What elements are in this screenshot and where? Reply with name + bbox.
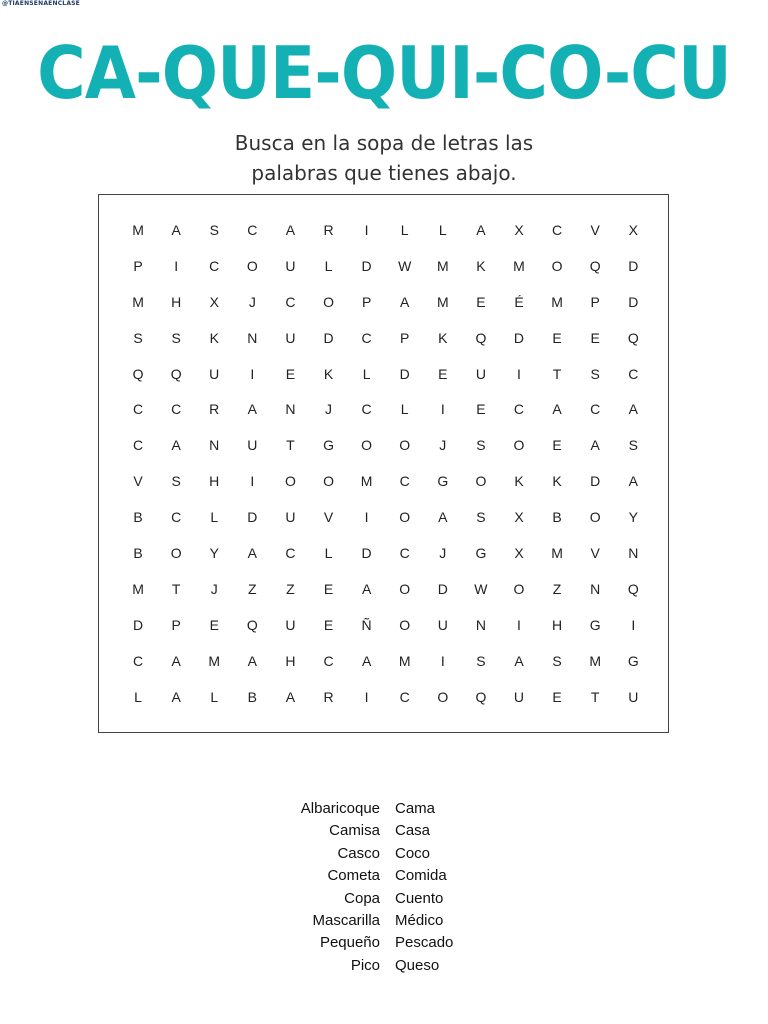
- grid-letter[interactable]: N: [628, 544, 639, 561]
- grid-letter[interactable]: D: [437, 580, 448, 597]
- grid-letter[interactable]: E: [285, 365, 296, 382]
- grid-letter[interactable]: Q: [475, 329, 487, 346]
- grid-letter[interactable]: Q: [627, 580, 639, 597]
- grid-letter[interactable]: K: [323, 365, 334, 382]
- grid-letter[interactable]: V: [590, 221, 600, 238]
- grid-letter[interactable]: S: [171, 329, 181, 346]
- grid-letter[interactable]: R: [323, 688, 334, 705]
- grid-letter[interactable]: M: [436, 257, 449, 274]
- word-search-box: [98, 194, 669, 733]
- instructions: [0, 128, 768, 188]
- word-list-item: Mascarilla: [312, 911, 380, 929]
- grid-letter[interactable]: S: [476, 437, 486, 454]
- grid-letter[interactable]: A: [361, 580, 372, 597]
- grid-letter[interactable]: D: [323, 329, 334, 346]
- grid-letter[interactable]: J: [439, 437, 447, 454]
- grid-letter[interactable]: O: [361, 437, 373, 454]
- grid-letter[interactable]: I: [364, 688, 369, 705]
- word-list-item: Casco: [337, 844, 380, 862]
- grid-letter[interactable]: J: [439, 544, 447, 561]
- grid-letter[interactable]: C: [513, 401, 525, 418]
- grid-letter[interactable]: I: [250, 365, 255, 382]
- grid-letter[interactable]: H: [209, 473, 220, 490]
- grid-letter[interactable]: I: [364, 509, 369, 526]
- grid-letter[interactable]: S: [133, 329, 143, 346]
- word-list-item: Coco: [395, 844, 431, 862]
- grid-letter[interactable]: A: [247, 652, 257, 669]
- grid-letter[interactable]: A: [285, 221, 296, 238]
- grid-letter[interactable]: O: [475, 473, 487, 490]
- grid-letter[interactable]: M: [551, 544, 563, 561]
- grid-letter[interactable]: E: [323, 616, 334, 633]
- grid-letter[interactable]: T: [286, 437, 295, 454]
- grid-letter[interactable]: X: [209, 293, 219, 310]
- grid-letter[interactable]: G: [437, 473, 449, 490]
- grid-letter[interactable]: B: [552, 509, 562, 526]
- grid-letter[interactable]: L: [210, 509, 219, 526]
- grid-letter[interactable]: C: [552, 221, 563, 238]
- grid-letter[interactable]: O: [513, 437, 525, 454]
- grid-letter[interactable]: N: [209, 437, 220, 454]
- grid-letter[interactable]: I: [250, 473, 255, 490]
- grid-letter[interactable]: J: [248, 293, 256, 310]
- word-list-item: Albaricoque: [300, 800, 380, 817]
- grid-letter[interactable]: Q: [132, 365, 144, 382]
- grid-letter[interactable]: P: [361, 293, 372, 310]
- grid-letter[interactable]: U: [437, 616, 448, 633]
- grid-letter[interactable]: O: [551, 257, 563, 274]
- grid-letter[interactable]: A: [247, 401, 257, 418]
- grid-letter[interactable]: E: [476, 401, 486, 418]
- word-list-left-column: [240, 798, 380, 977]
- grid-letter[interactable]: K: [438, 329, 448, 346]
- grid-letter[interactable]: C: [323, 652, 334, 669]
- grid-letter[interactable]: T: [590, 688, 600, 705]
- grid-letter[interactable]: U: [285, 257, 296, 274]
- grid-letter[interactable]: U: [475, 365, 486, 382]
- grid-letter[interactable]: A: [171, 221, 181, 238]
- grid-letter[interactable]: C: [361, 401, 372, 418]
- grid-letter[interactable]: D: [399, 365, 410, 382]
- grid-letter[interactable]: A: [171, 688, 181, 705]
- grid-letter[interactable]: O: [399, 437, 411, 454]
- grid-letter[interactable]: L: [400, 221, 409, 238]
- word-list-item: Pico: [350, 956, 380, 974]
- grid-letter[interactable]: C: [209, 257, 220, 274]
- grid-letter[interactable]: A: [476, 221, 486, 238]
- grid-letter[interactable]: O: [513, 580, 525, 597]
- grid-letter[interactable]: O: [284, 473, 296, 490]
- grid-letter[interactable]: G: [475, 544, 487, 561]
- grid-letter[interactable]: P: [400, 329, 410, 346]
- word-list-item: Comida: [395, 867, 447, 885]
- grid-letter[interactable]: I: [517, 365, 521, 382]
- grid-letter[interactable]: A: [285, 688, 296, 705]
- grid-letter[interactable]: O: [399, 580, 411, 597]
- grid-letter[interactable]: A: [628, 473, 638, 490]
- grid-letter[interactable]: Ñ: [361, 616, 372, 633]
- grid-letter[interactable]: J: [325, 401, 333, 418]
- grid-letter[interactable]: U: [285, 329, 296, 346]
- grid-letter[interactable]: Q: [627, 329, 639, 346]
- grid-letter[interactable]: B: [133, 509, 143, 526]
- grid-letter[interactable]: P: [590, 293, 600, 310]
- word-list-item: Copa: [344, 889, 380, 907]
- grid-letter[interactable]: M: [551, 293, 563, 310]
- instructions-line-2: palabras que tienes abajo.: [251, 161, 517, 185]
- grid-letter[interactable]: A: [361, 652, 372, 669]
- grid-letter[interactable]: A: [628, 401, 638, 418]
- grid-letter[interactable]: I: [364, 221, 369, 238]
- grid-letter[interactable]: K: [209, 329, 219, 346]
- grid-letter[interactable]: Z: [286, 580, 295, 597]
- grid-letter[interactable]: Q: [246, 616, 258, 633]
- word-list-item: Pescado: [395, 934, 454, 952]
- grid-letter[interactable]: M: [132, 580, 144, 597]
- grid-letter[interactable]: T: [552, 365, 562, 382]
- grid-letter[interactable]: E: [552, 437, 562, 454]
- grid-letter[interactable]: L: [400, 401, 409, 418]
- grid-letter[interactable]: L: [210, 688, 219, 705]
- grid-letter[interactable]: G: [627, 652, 639, 669]
- word-search-grid: [119, 212, 652, 714]
- grid-letter[interactable]: M: [132, 293, 144, 310]
- grid-letter[interactable]: K: [476, 257, 486, 274]
- grid-letter[interactable]: S: [476, 652, 486, 669]
- grid-letter[interactable]: V: [133, 473, 143, 490]
- grid-letter[interactable]: C: [590, 401, 601, 418]
- grid-letter[interactable]: M: [208, 652, 221, 669]
- grid-letter[interactable]: Q: [589, 257, 601, 274]
- grid-letter[interactable]: C: [628, 365, 639, 382]
- grid-letter[interactable]: E: [476, 293, 486, 310]
- grid-letter[interactable]: M: [132, 221, 144, 238]
- grid-letter[interactable]: C: [171, 401, 182, 418]
- grid-letter[interactable]: P: [171, 616, 181, 633]
- grid-letter[interactable]: H: [171, 293, 182, 310]
- grid-letter[interactable]: S: [171, 473, 181, 490]
- grid-letter[interactable]: U: [285, 509, 296, 526]
- grid-letter[interactable]: E: [590, 329, 600, 346]
- grid-letter[interactable]: C: [132, 401, 144, 418]
- instructions-line-1: Busca en la sopa de letras las: [234, 131, 534, 155]
- grid-letter[interactable]: X: [514, 509, 524, 526]
- grid-letter[interactable]: N: [285, 401, 296, 418]
- grid-letter[interactable]: O: [246, 257, 258, 274]
- grid-letter[interactable]: I: [631, 616, 636, 633]
- grid-letter[interactable]: A: [552, 401, 562, 418]
- grid-letter[interactable]: D: [361, 544, 372, 561]
- grid-letter[interactable]: E: [209, 616, 219, 633]
- grid-letter[interactable]: L: [362, 365, 371, 382]
- grid-letter[interactable]: C: [247, 221, 258, 238]
- grid-letter[interactable]: L: [134, 688, 142, 705]
- grid-letter[interactable]: C: [171, 509, 182, 526]
- grid-letter[interactable]: K: [552, 473, 562, 490]
- grid-letter[interactable]: M: [589, 652, 601, 669]
- word-list-item: Queso: [395, 956, 440, 974]
- grid-letter[interactable]: Y: [628, 509, 638, 526]
- grid-letter[interactable]: I: [517, 616, 521, 633]
- word-list-item: Cama: [395, 800, 436, 817]
- word-list-item: Casa: [395, 822, 431, 840]
- grid-letter[interactable]: Q: [475, 688, 487, 705]
- grid-letter[interactable]: O: [399, 616, 411, 633]
- grid-letter[interactable]: S: [552, 652, 562, 669]
- grid-letter[interactable]: D: [590, 473, 601, 490]
- grid-letter[interactable]: C: [285, 293, 296, 310]
- grid-letter[interactable]: M: [436, 293, 449, 310]
- watermark: @TIAENSEÑAENCLASE: [2, 0, 80, 7]
- grid-letter[interactable]: D: [361, 257, 372, 274]
- grid-letter[interactable]: W: [474, 580, 488, 597]
- grid-letter[interactable]: S: [476, 509, 486, 526]
- word-list-item: Médico: [395, 911, 444, 929]
- grid-letter[interactable]: É: [514, 293, 524, 310]
- grid-letter[interactable]: H: [285, 652, 296, 669]
- grid-letter[interactable]: A: [400, 293, 410, 310]
- grid-letter[interactable]: G: [589, 616, 601, 633]
- grid-letter[interactable]: E: [323, 580, 334, 597]
- grid-letter[interactable]: C: [285, 544, 296, 561]
- grid-letter[interactable]: Y: [209, 544, 219, 561]
- grid-letter[interactable]: M: [360, 473, 373, 490]
- grid-letter[interactable]: L: [438, 221, 447, 238]
- grid-letter[interactable]: W: [398, 257, 412, 274]
- grid-letter[interactable]: Z: [552, 580, 562, 597]
- grid-letter[interactable]: E: [438, 365, 448, 382]
- grid-letter[interactable]: I: [440, 401, 445, 418]
- grid-letter[interactable]: C: [132, 652, 144, 669]
- grid-letter[interactable]: V: [590, 544, 600, 561]
- grid-letter[interactable]: B: [133, 544, 143, 561]
- grid-letter[interactable]: N: [475, 616, 486, 633]
- word-list-item: Pequeño: [319, 934, 380, 952]
- grid-letter[interactable]: J: [210, 580, 218, 597]
- word-list-item: Cometa: [327, 867, 380, 885]
- grid-letter[interactable]: X: [514, 544, 524, 561]
- grid-letter[interactable]: N: [590, 580, 601, 597]
- grid-letter[interactable]: D: [513, 329, 525, 346]
- grid-letter[interactable]: T: [171, 580, 181, 597]
- grid-letter[interactable]: U: [209, 365, 220, 382]
- grid-letter[interactable]: A: [247, 544, 257, 561]
- grid-letter[interactable]: K: [514, 473, 524, 490]
- grid-letter[interactable]: D: [132, 616, 144, 633]
- grid-letter[interactable]: P: [133, 257, 143, 274]
- word-list-item: Cuento: [395, 889, 444, 907]
- grid-letter[interactable]: U: [513, 688, 525, 705]
- grid-letter[interactable]: E: [552, 329, 562, 346]
- grid-letter[interactable]: E: [552, 688, 562, 705]
- grid-letter[interactable]: R: [209, 401, 220, 418]
- grid-letter[interactable]: Z: [248, 580, 257, 597]
- grid-letter[interactable]: C: [132, 437, 144, 454]
- grid-letter[interactable]: O: [323, 473, 334, 490]
- grid-letter[interactable]: N: [247, 329, 258, 346]
- grid-letter[interactable]: A: [590, 437, 600, 454]
- grid-letter[interactable]: B: [247, 688, 257, 705]
- page-title: CA-QUE-QUI-CO-CU: [37, 31, 731, 115]
- grid-letter[interactable]: A: [171, 437, 181, 454]
- grid-letter[interactable]: X: [514, 221, 524, 238]
- grid-letter[interactable]: A: [438, 509, 448, 526]
- grid-letter[interactable]: U: [628, 688, 639, 705]
- grid-letter[interactable]: L: [324, 544, 333, 561]
- grid-letter[interactable]: C: [399, 473, 410, 490]
- grid-letter[interactable]: I: [440, 652, 445, 669]
- grid-letter[interactable]: U: [285, 616, 296, 633]
- grid-letter[interactable]: Q: [170, 365, 182, 382]
- grid-letter[interactable]: V: [323, 509, 334, 526]
- grid-letter[interactable]: O: [323, 293, 334, 310]
- grid-letter[interactable]: C: [399, 544, 410, 561]
- grid-letter[interactable]: M: [398, 652, 411, 669]
- grid-letter[interactable]: O: [399, 509, 411, 526]
- grid-letter[interactable]: G: [323, 437, 334, 454]
- grid-letter[interactable]: S: [590, 365, 600, 382]
- grid-letter[interactable]: C: [399, 688, 410, 705]
- grid-letter[interactable]: R: [323, 221, 334, 238]
- grid-letter[interactable]: L: [324, 257, 333, 274]
- grid-letter[interactable]: D: [628, 293, 639, 310]
- grid-letter[interactable]: D: [247, 509, 258, 526]
- grid-letter[interactable]: S: [628, 437, 638, 454]
- grid-letter[interactable]: O: [589, 509, 601, 526]
- grid-letter[interactable]: A: [171, 652, 181, 669]
- grid-letter[interactable]: I: [174, 257, 179, 274]
- word-list-right-column: [395, 798, 535, 977]
- grid-letter[interactable]: M: [513, 257, 525, 274]
- grid-letter[interactable]: S: [209, 221, 219, 238]
- grid-letter[interactable]: U: [247, 437, 258, 454]
- word-list-item: Camisa: [329, 822, 380, 840]
- grid-letter[interactable]: A: [514, 652, 524, 669]
- grid-letter[interactable]: O: [437, 688, 449, 705]
- grid-letter[interactable]: O: [170, 544, 182, 561]
- grid-letter[interactable]: D: [628, 257, 639, 274]
- grid-letter[interactable]: H: [552, 616, 563, 633]
- grid-letter[interactable]: X: [628, 221, 638, 238]
- grid-letter[interactable]: C: [361, 329, 372, 346]
